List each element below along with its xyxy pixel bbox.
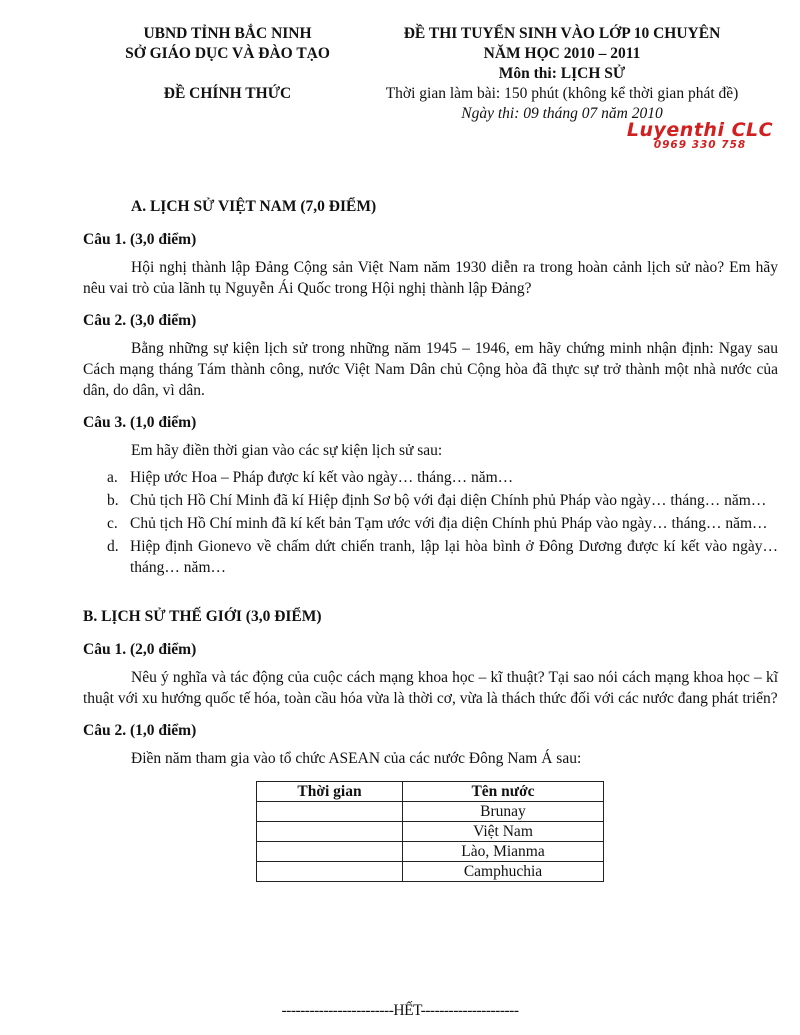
question-b2-title: Câu 2. (1,0 điểm): [83, 722, 197, 739]
question-a1-title: Câu 1. (3,0 điểm): [83, 231, 197, 248]
question-b2-text: Điền năm tham gia vào tổ chức ASEAN của các nước Đông Nam Á sau:: [131, 750, 582, 767]
list-item-text: Chủ tịch Hồ Chí Minh đã kí Hiệp định Sơ bộ với đại diện Chính phủ Pháp vào ngày… tháng… năm…: [130, 492, 767, 509]
list-item-text: Hiệp định Gionevo về chấm dứt chiến tranh, lập lại hòa bình ở Đông Dương được kí kết vào ngày… tháng… năm…: [130, 538, 778, 576]
brand-phone: 0969 330 758: [653, 139, 747, 151]
exam-info-block: [352, 24, 772, 124]
table-cell-time: [257, 862, 403, 882]
asean-table: [256, 781, 604, 882]
table-header-time: Thời gian: [257, 782, 403, 802]
table-cell-time: [257, 842, 403, 862]
list-marker: b.: [107, 492, 119, 509]
table-row: [257, 802, 604, 822]
question-a1-text: Hội nghị thành lập Đảng Cộng sản Việt Nam năm 1930 diễn ra trong hoàn cảnh lịch sử nào? Em hãy nêu vai trò của lãnh tụ Nguyễn Ái Quốc trong Hội nghị thành lập Đảng?: [83, 259, 778, 297]
list-marker: a.: [107, 469, 118, 486]
list-item: [107, 536, 778, 578]
table-header-country: Tên nước: [403, 782, 604, 802]
question-a2-title: Câu 2. (3,0 điểm): [83, 312, 197, 329]
table-header-row: [257, 782, 604, 802]
section-a-title: A. LỊCH SỬ VIỆT NAM (7,0 ĐIỂM): [131, 198, 377, 215]
exam-date: Ngày thi: 09 tháng 07 năm 2010: [461, 105, 663, 122]
issuer-block: [95, 24, 360, 104]
question-b1-title: Câu 1. (2,0 điểm): [83, 641, 197, 658]
table-cell-time: [257, 802, 403, 822]
question-a3-list: [83, 467, 778, 578]
end-marker: ------------------------HẾT---------------------: [281, 1002, 519, 1019]
table-row: [257, 842, 604, 862]
exam-duration: Thời gian làm bài: 150 phút (không kể thời gian phát đề): [385, 85, 739, 102]
exam-subject: Môn thi: LỊCH SỬ: [498, 65, 626, 82]
watermark-logo: [620, 120, 780, 151]
list-item: [107, 467, 778, 488]
issuer-province: UBND TỈNH BẮC NINH: [143, 25, 312, 42]
issuer-department: SỞ GIÁO DỤC VÀ ĐÀO TẠO: [125, 45, 330, 62]
school-year: NĂM HỌC 2010 – 2011: [483, 45, 641, 62]
list-item: [107, 490, 778, 511]
question-a2-text: Bằng những sự kiện lịch sử trong những năm 1945 – 1946, em hãy chứng minh nhận định: Ngay sau Cách mạng tháng Tám thành công, nước Việt Nam Dân chủ Cộng hòa đã thực sự trở thành một nhà nước của dân, do dân, vì dân.: [83, 340, 778, 399]
brand-name: Luyenthi CLC: [626, 119, 774, 141]
table-row: [257, 822, 604, 842]
table-cell-country: Brunay: [403, 802, 604, 822]
list-item-text: Chủ tịch Hồ Chí minh đã kí kết bản Tạm ước với địa diện Chính phủ Pháp vào ngày… tháng… năm…: [130, 515, 768, 532]
list-item-text: Hiệp ước Hoa – Pháp được kí kết vào ngày… tháng… năm…: [130, 469, 514, 486]
table-cell-country: Camphuchia: [403, 862, 604, 882]
table-cell-time: [257, 822, 403, 842]
list-marker: c.: [107, 515, 118, 532]
list-item: [107, 513, 778, 534]
table-cell-country: Lào, Mianma: [403, 842, 604, 862]
table-cell-country: Việt Nam: [403, 822, 604, 842]
question-a3-title: Câu 3. (1,0 điểm): [83, 414, 197, 431]
list-marker: d.: [107, 538, 119, 555]
section-b-title: B. LỊCH SỬ THẾ GIỚI (3,0 ĐIỂM): [83, 608, 322, 625]
question-a3-text: Em hãy điền thời gian vào các sự kiện lịch sử sau:: [131, 442, 443, 459]
question-b1-text: Nêu ý nghĩa và tác động của cuộc cách mạng khoa học – kĩ thuật? Tại sao nói cách mạng khoa học – kĩ thuật với xu hướng quốc tế hóa, toàn cầu hóa vừa là thời cơ, vừa là thách thức đối với các nước đang phát triển?: [83, 669, 778, 707]
official-label: ĐỀ CHÍNH THỨC: [163, 85, 292, 102]
exam-title: ĐỀ THI TUYỂN SINH VÀO LỚP 10 CHUYÊN: [403, 25, 721, 42]
exam-content: [83, 196, 778, 882]
table-row: [257, 862, 604, 882]
